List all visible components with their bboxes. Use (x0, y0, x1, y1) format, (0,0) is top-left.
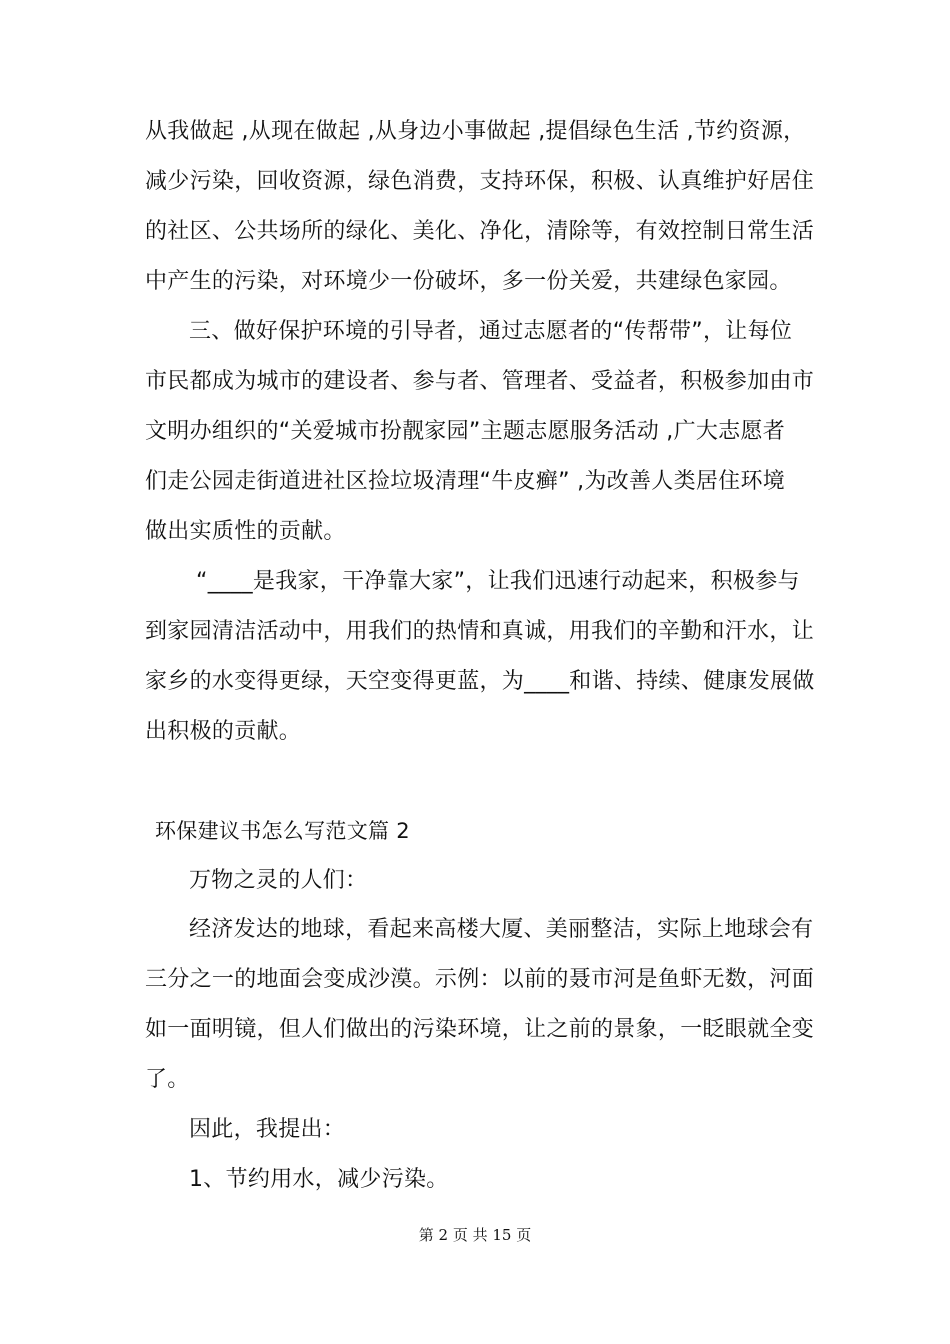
paragraph-line: 如一面明镜，但人们做出的污染环境，让之前的景象，一眨眼就全变 (145, 1017, 815, 1042)
paragraph-line: 经济发达的地球，看起来高楼大厦、美丽整洁，实际上地球会有 (189, 917, 814, 942)
paragraph-line: 们走公园走街道进社区捡垃圾清理“牛皮癣” ,为改善人类居住环境 (145, 469, 786, 494)
paragraph-line: 从我做起 ,从现在做起 ,从身边小事做起 ,提倡绿色生活 ,节约资源， (145, 119, 806, 144)
paragraph-line: 的社区、公共场所的绿化、美化、净化，清除等，有效控制日常生活 (145, 219, 815, 244)
paragraph-line: 做出实质性的贡献。 (145, 519, 346, 544)
paragraph-line: 文明办组织的“关爱城市扮靓家园”主题志愿服务活动 ,广大志愿者 (145, 419, 786, 444)
salutation: 万物之灵的人们： (189, 868, 368, 893)
paragraph-line: 市民都成为城市的建设者、参与者、管理者、受益者，积极参加由市 (145, 369, 815, 394)
paragraph-line: “____是我家，干净靠大家”，让我们迅速行动起来，积极参与 (196, 569, 800, 594)
proposal-intro: 因此，我提出： (189, 1117, 346, 1142)
paragraph-line: 了。 (145, 1067, 190, 1092)
paragraph-line: 减少污染，回收资源，绿色消费，支持环保，积极、认真维护好居住 (145, 169, 815, 194)
paragraph-line: 三分之一的地面会变成沙漠。示例：以前的聂市河是鱼虾无数，河面 (145, 967, 815, 992)
list-item: 1、节约用水，减少污染。 (189, 1167, 449, 1192)
section-heading: 环保建议书怎么写范文篇 2 (155, 819, 410, 843)
page-footer: 第 2 页 共 15 页 (418, 1226, 532, 1244)
paragraph-line: 到家园清洁活动中，用我们的热情和真诚，用我们的辛勤和汗水，让 (145, 619, 815, 644)
paragraph-line: 中产生的污染，对环境少一份破坏，多一份关爱，共建绿色家园。 (145, 269, 792, 294)
paragraph-line: 出积极的贡献。 (145, 719, 302, 744)
paragraph-line: 三、做好保护环境的引导者，通过志愿者的“传帮带”，让每位 (189, 319, 793, 344)
paragraph-line: 家乡的水变得更绿，天空变得更蓝，为____和谐、持续、健康发展做 (145, 669, 815, 694)
